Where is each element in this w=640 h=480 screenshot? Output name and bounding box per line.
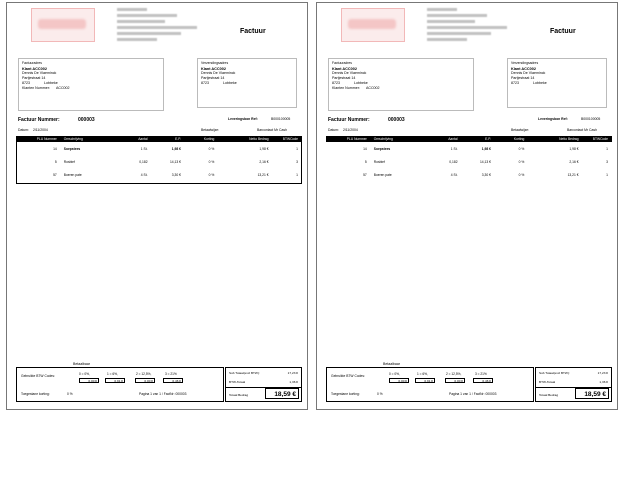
cell-plu: 14 — [53, 146, 57, 151]
delivery-ref-label: Leveringsbon Ref: — [538, 117, 568, 121]
table-row — [326, 168, 612, 181]
vat-codes-label: Gebruikte BTW Codes: — [21, 374, 55, 378]
billing-address-box — [18, 58, 164, 111]
cell-discount: 0 % — [518, 159, 525, 164]
cell-plu: 5 — [54, 159, 57, 164]
subtotal-value: 17,23 € — [287, 371, 298, 375]
cell-net-amount: 13,21 € — [567, 172, 579, 177]
invoice-number-value: 000003 — [388, 117, 405, 123]
payment-method — [201, 128, 287, 132]
invoice-number — [328, 117, 405, 123]
discount-value: 0 % — [67, 392, 73, 396]
col-quantity: Aantal — [117, 136, 148, 142]
company-logo — [341, 8, 405, 42]
items-table — [326, 136, 612, 181]
cell-vat-code: 1 — [296, 172, 298, 177]
subtotal-label: Sub Totaal(excl BTW): — [539, 371, 570, 375]
col-unit-price: E.P. — [459, 136, 492, 142]
vat-rate-label: 2 = 12,5%, — [136, 372, 152, 376]
cell-unit-price: 3,30 € — [171, 172, 181, 177]
col-discount: Korting — [182, 136, 215, 142]
col-net-amount: Netto Bedrag — [215, 136, 269, 142]
total-value: 18,59 € — [265, 388, 299, 399]
billing-header: Factuuradres — [22, 61, 42, 65]
billing-name: Klant ACC002 — [332, 66, 357, 71]
payable-label: Betaalbaar — [73, 362, 90, 366]
vat-total-value: 1,36 € — [599, 380, 608, 384]
payable-label: Betaalbaar — [383, 362, 400, 366]
billing-city: Lobbeke — [354, 80, 368, 85]
delivery-ref — [228, 117, 291, 121]
table-row — [326, 155, 612, 168]
billing-zip: 8723 — [332, 80, 340, 85]
invoice-date — [328, 128, 358, 132]
totals-box — [535, 367, 612, 402]
cell-quantity: 4 St. — [140, 172, 148, 177]
customer-number-label: Klanten Nummer: — [332, 85, 360, 90]
total-label: Totaal Bedrag — [229, 393, 249, 397]
vat-rate-label: 1 = 6%, — [417, 372, 428, 376]
cell-description: Rosbief — [373, 159, 385, 164]
vat-rate-value: 0,91 € — [105, 378, 125, 383]
delivery-ref-value: B000100005 — [271, 117, 291, 121]
cell-description: Boeren pate — [63, 172, 82, 177]
cell-plu: 57 — [363, 172, 367, 177]
vat-rate-label: 3 = 21% — [475, 372, 487, 376]
document-title: Factuur — [550, 28, 576, 35]
col-description: Omschrijving — [368, 136, 427, 142]
col-net-amount: Netto Bedrag — [525, 136, 579, 142]
vat-rate-label: 0 = 0%, — [389, 372, 400, 376]
discount-value: 0 % — [377, 392, 383, 396]
col-quantity: Aantal — [427, 136, 458, 142]
date-value: 2/11/2004 — [342, 128, 358, 132]
company-logo — [31, 8, 95, 42]
cell-unit-price: 1,98 € — [171, 146, 181, 151]
col-discount: Korting — [492, 136, 525, 142]
col-unit-price: E.P. — [149, 136, 182, 142]
cell-vat-code: 3 — [296, 159, 298, 164]
table-row — [16, 168, 302, 181]
payment-label: Betaalwijze: — [201, 128, 220, 132]
cell-discount: 0 % — [518, 172, 525, 177]
vat-codes-label: Gebruikte BTW Codes: — [331, 374, 365, 378]
shipping-street: Partjestraat 14 — [511, 76, 535, 81]
subtotal-label: Sub Totaal(excl BTW): — [229, 371, 260, 375]
cell-vat-code: 3 — [606, 159, 608, 164]
cell-plu: 5 — [364, 159, 367, 164]
vat-rate-value: 0,46 € — [473, 378, 493, 383]
shipping-address-box — [197, 58, 297, 108]
cell-net-amount: 2,16 € — [259, 159, 269, 164]
shipping-contact: Dennis De Vlaeminck — [511, 71, 546, 76]
cell-net-amount: 1,98 € — [259, 146, 269, 151]
col-plu: PLU Nummer — [16, 136, 58, 142]
billing-street: Partjestraat 14 — [332, 76, 356, 81]
vat-rate-value: 0,00 € — [79, 378, 99, 383]
cell-net-amount: 13,21 € — [257, 172, 269, 177]
date-label: Datum: — [18, 128, 29, 132]
page-indicator: Pagina 1 van 1 / FactNr: 000003 — [449, 392, 497, 396]
totals-box — [225, 367, 302, 402]
vat-total-value: 1,36 € — [289, 380, 298, 384]
shipping-name: Klant ACC002 — [201, 66, 226, 71]
billing-address-box — [328, 58, 474, 111]
invoice-page-right — [316, 2, 618, 410]
vat-rate-value: 0,00 € — [135, 378, 155, 383]
document-title: Factuur — [240, 28, 266, 35]
cell-quantity: 0,182 — [139, 159, 148, 164]
billing-name: Klant ACC002 — [22, 66, 47, 71]
vat-rate-value: 0,91 € — [415, 378, 435, 383]
table-row — [326, 142, 612, 155]
invoice-number-value: 000003 — [78, 117, 95, 123]
table-row — [16, 142, 302, 155]
payment-value: Barcontact Mr Cash — [257, 128, 287, 132]
discount-label: Toegestane korting: — [331, 392, 360, 396]
delivery-ref — [538, 117, 601, 121]
cell-discount: 0 % — [518, 146, 525, 151]
table-row — [16, 155, 302, 168]
vat-total-label: BTW-Totaal — [539, 380, 556, 384]
vat-rate-value: 0,46 € — [163, 378, 183, 383]
customer-number-value: ACC002 — [365, 85, 380, 90]
shipping-street: Partjestraat 14 — [201, 76, 225, 81]
billing-contact: Dennis De Vlaeminck — [22, 71, 57, 76]
shipping-header: Verzendingsadres — [511, 61, 539, 65]
cell-quantity: 1 St. — [450, 146, 458, 151]
billing-header: Factuuradres — [332, 61, 352, 65]
shipping-city: Lobbeke — [533, 80, 547, 85]
invoice-number-label: Factuur Nummer: — [18, 117, 60, 123]
vat-rate-value: 0,00 € — [389, 378, 409, 383]
cell-discount: 0 % — [208, 172, 215, 177]
cell-plu: 14 — [363, 146, 367, 151]
billing-zip: 8723 — [22, 80, 30, 85]
cell-vat-code: 1 — [296, 146, 298, 151]
payment-value: Barcontact Mr Cash — [567, 128, 597, 132]
cell-quantity: 1 St. — [140, 146, 148, 151]
cell-description: Rosbief — [63, 159, 75, 164]
invoice-page-left — [6, 2, 308, 410]
col-vat-code: BTWCode — [580, 136, 612, 142]
invoice-number — [18, 117, 95, 123]
company-address-block — [427, 8, 507, 44]
vat-rate-label: 0 = 0%, — [79, 372, 90, 376]
cell-discount: 0 % — [208, 159, 215, 164]
billing-street: Partjestraat 14 — [22, 76, 46, 81]
total-value: 18,59 € — [575, 388, 609, 399]
shipping-city: Lobbeke — [223, 80, 237, 85]
delivery-ref-value: B000100005 — [581, 117, 601, 121]
cell-net-amount: 1,98 € — [569, 146, 579, 151]
shipping-name: Klant ACC002 — [511, 66, 536, 71]
cell-unit-price: 14,13 € — [479, 159, 491, 164]
shipping-header: Verzendingsadres — [201, 61, 229, 65]
cell-unit-price: 1,98 € — [481, 146, 491, 151]
vat-summary-box — [326, 367, 534, 402]
vat-rate-label: 3 = 21% — [165, 372, 177, 376]
shipping-contact: Dennis De Vlaeminck — [201, 71, 236, 76]
discount-label: Toegestane korting: — [21, 392, 50, 396]
billing-contact: Dennis De Vlaeminck — [332, 71, 367, 76]
billing-city: Lobbeke — [44, 80, 58, 85]
cell-unit-price: 3,30 € — [481, 172, 491, 177]
shipping-zip: 8723 — [511, 80, 519, 85]
customer-number-value: ACC002 — [55, 85, 70, 90]
date-value: 2/11/2004 — [32, 128, 48, 132]
cell-discount: 0 % — [208, 146, 215, 151]
cell-vat-code: 1 — [606, 146, 608, 151]
col-description: Omschrijving — [58, 136, 117, 142]
total-label: Totaal Bedrag — [539, 393, 559, 397]
customer-number-label: Klanten Nummer: — [22, 85, 50, 90]
cell-description: Boeren pate — [373, 172, 392, 177]
cell-quantity: 4 St. — [450, 172, 458, 177]
delivery-ref-label: Leveringsbon Ref: — [228, 117, 258, 121]
cell-description: Soepstees — [63, 146, 81, 151]
cell-plu: 57 — [53, 172, 57, 177]
cell-unit-price: 14,13 € — [169, 159, 181, 164]
col-vat-code: BTWCode — [270, 136, 302, 142]
shipping-zip: 8723 — [201, 80, 209, 85]
vat-rate-value: 0,00 € — [445, 378, 465, 383]
company-address-block — [117, 8, 197, 44]
items-table — [16, 136, 302, 181]
invoice-number-label: Factuur Nummer: — [328, 117, 370, 123]
payment-method — [511, 128, 597, 132]
page-indicator: Pagina 1 van 1 / FactNr: 000003 — [139, 392, 187, 396]
vat-summary-box — [16, 367, 224, 402]
col-plu: PLU Nummer — [326, 136, 368, 142]
cell-quantity: 0,182 — [449, 159, 458, 164]
vat-total-label: BTW-Totaal — [229, 380, 246, 384]
cell-net-amount: 2,16 € — [569, 159, 579, 164]
cell-description: Soepstees — [373, 146, 391, 151]
cell-vat-code: 1 — [606, 172, 608, 177]
vat-rate-label: 2 = 12,5%, — [446, 372, 462, 376]
payment-label: Betaalwijze: — [511, 128, 530, 132]
shipping-address-box — [507, 58, 607, 108]
invoice-date — [18, 128, 48, 132]
subtotal-value: 17,23 € — [597, 371, 608, 375]
vat-rate-label: 1 = 6%, — [107, 372, 118, 376]
date-label: Datum: — [328, 128, 339, 132]
